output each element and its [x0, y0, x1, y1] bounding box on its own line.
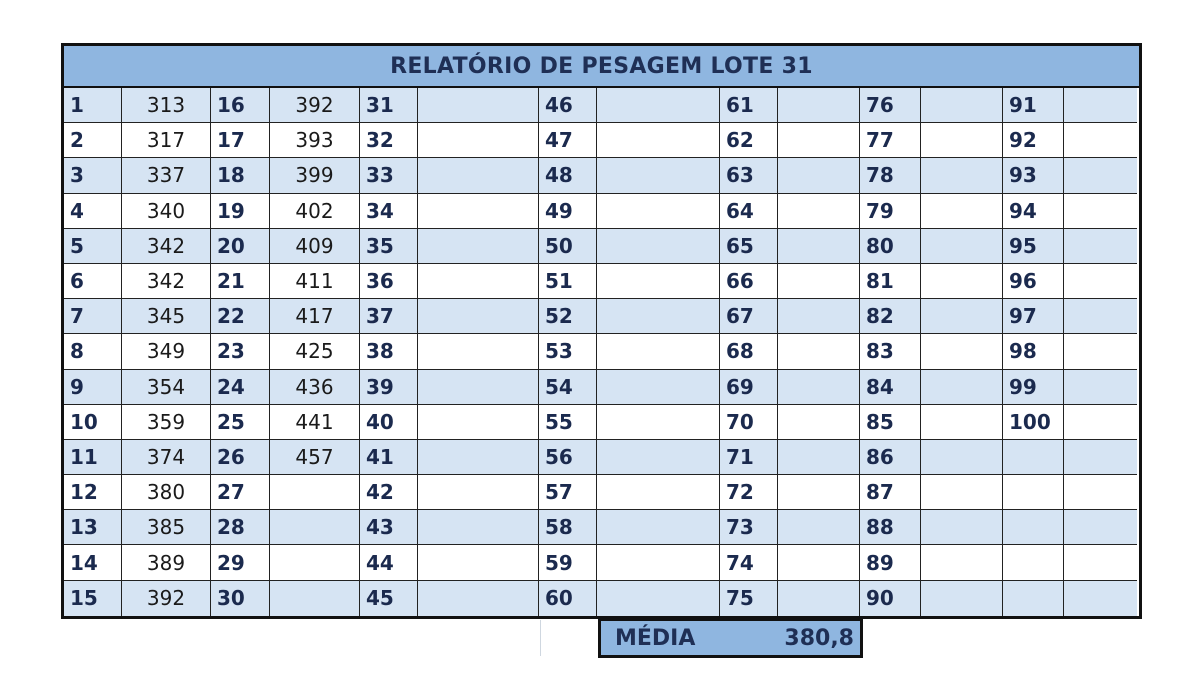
item-number-cell: 18 — [211, 158, 270, 193]
divider-line — [540, 620, 541, 656]
item-number-cell: 81 — [860, 264, 921, 299]
item-weight-cell — [418, 194, 539, 229]
item-number-cell: 93 — [1003, 158, 1064, 193]
item-number-cell: 38 — [360, 334, 418, 369]
item-number-cell — [1003, 440, 1064, 475]
item-number-cell: 77 — [860, 123, 921, 158]
item-weight-cell — [1064, 370, 1137, 405]
item-number-cell: 9 — [64, 370, 122, 405]
item-number-cell: 100 — [1003, 405, 1064, 440]
item-number-cell — [1003, 581, 1064, 616]
item-weight-cell — [778, 123, 860, 158]
item-number-cell: 24 — [211, 370, 270, 405]
item-weight-cell: 317 — [122, 123, 211, 158]
item-weight-cell — [921, 158, 1003, 193]
item-weight-cell — [418, 510, 539, 545]
item-number-cell: 1 — [64, 88, 122, 123]
item-weight-cell: 409 — [270, 229, 360, 264]
item-number-cell: 63 — [720, 158, 778, 193]
item-number-cell: 56 — [539, 440, 597, 475]
item-number-cell: 19 — [211, 194, 270, 229]
item-weight-cell: 359 — [122, 405, 211, 440]
item-weight-cell — [418, 475, 539, 510]
item-weight-cell: 441 — [270, 405, 360, 440]
item-weight-cell — [1064, 510, 1137, 545]
item-number-cell: 23 — [211, 334, 270, 369]
item-weight-cell — [778, 440, 860, 475]
report-title: RELATÓRIO DE PESAGEM LOTE 31 — [64, 46, 1139, 88]
item-number-cell: 92 — [1003, 123, 1064, 158]
item-number-cell: 87 — [860, 475, 921, 510]
item-number-cell: 27 — [211, 475, 270, 510]
item-number-cell: 70 — [720, 405, 778, 440]
item-weight-cell: 389 — [122, 545, 211, 580]
item-number-cell: 88 — [860, 510, 921, 545]
item-weight-cell — [1064, 88, 1137, 123]
item-number-cell: 72 — [720, 475, 778, 510]
item-number-cell: 96 — [1003, 264, 1064, 299]
item-weight-cell — [778, 158, 860, 193]
item-number-cell: 59 — [539, 545, 597, 580]
item-number-cell: 2 — [64, 123, 122, 158]
item-weight-cell — [597, 123, 720, 158]
item-number-cell: 30 — [211, 581, 270, 616]
item-weight-cell — [597, 264, 720, 299]
item-weight-cell — [418, 405, 539, 440]
item-number-cell: 73 — [720, 510, 778, 545]
item-weight-cell — [921, 334, 1003, 369]
item-number-cell: 50 — [539, 229, 597, 264]
item-number-cell: 49 — [539, 194, 597, 229]
item-weight-cell — [921, 88, 1003, 123]
item-number-cell: 61 — [720, 88, 778, 123]
item-number-cell: 5 — [64, 229, 122, 264]
item-number-cell: 94 — [1003, 194, 1064, 229]
item-weight-cell — [597, 299, 720, 334]
item-weight-cell — [921, 405, 1003, 440]
item-weight-cell — [597, 440, 720, 475]
item-number-cell: 12 — [64, 475, 122, 510]
item-number-cell: 71 — [720, 440, 778, 475]
item-number-cell: 8 — [64, 334, 122, 369]
average-label: MÉDIA — [615, 625, 696, 651]
item-weight-cell: 402 — [270, 194, 360, 229]
item-weight-cell — [921, 545, 1003, 580]
item-number-cell: 99 — [1003, 370, 1064, 405]
item-weight-cell — [418, 88, 539, 123]
item-weight-cell — [778, 545, 860, 580]
item-weight-cell: 425 — [270, 334, 360, 369]
item-number-cell: 58 — [539, 510, 597, 545]
item-weight-cell — [1064, 299, 1137, 334]
item-number-cell: 82 — [860, 299, 921, 334]
item-number-cell: 62 — [720, 123, 778, 158]
item-weight-cell: 342 — [122, 229, 211, 264]
item-weight-cell — [418, 581, 539, 616]
item-number-cell: 76 — [860, 88, 921, 123]
item-weight-cell — [921, 510, 1003, 545]
item-number-cell: 65 — [720, 229, 778, 264]
item-weight-cell — [778, 334, 860, 369]
item-weight-cell — [597, 88, 720, 123]
item-weight-cell: 380 — [122, 475, 211, 510]
item-number-cell: 28 — [211, 510, 270, 545]
item-weight-cell — [597, 158, 720, 193]
item-number-cell: 17 — [211, 123, 270, 158]
item-number-cell: 64 — [720, 194, 778, 229]
item-number-cell — [1003, 510, 1064, 545]
item-weight-cell — [921, 581, 1003, 616]
item-weight-cell — [778, 194, 860, 229]
item-weight-cell: 313 — [122, 88, 211, 123]
item-weight-cell: 392 — [270, 88, 360, 123]
item-weight-cell — [597, 194, 720, 229]
item-number-cell — [1003, 475, 1064, 510]
item-number-cell: 89 — [860, 545, 921, 580]
item-weight-cell — [778, 581, 860, 616]
average-value: 380,8 — [784, 625, 854, 651]
item-weight-cell — [921, 229, 1003, 264]
item-weight-cell: 411 — [270, 264, 360, 299]
item-weight-cell — [1064, 229, 1137, 264]
item-weight-cell — [1064, 334, 1137, 369]
item-number-cell — [1003, 545, 1064, 580]
item-number-cell: 26 — [211, 440, 270, 475]
item-number-cell: 39 — [360, 370, 418, 405]
item-weight-cell — [1064, 545, 1137, 580]
item-number-cell: 46 — [539, 88, 597, 123]
item-number-cell: 3 — [64, 158, 122, 193]
item-weight-cell — [418, 158, 539, 193]
item-number-cell: 90 — [860, 581, 921, 616]
item-weight-cell — [597, 229, 720, 264]
item-weight-cell — [778, 88, 860, 123]
item-number-cell: 98 — [1003, 334, 1064, 369]
item-number-cell: 14 — [64, 545, 122, 580]
item-number-cell: 42 — [360, 475, 418, 510]
item-number-cell: 67 — [720, 299, 778, 334]
item-weight-cell: 345 — [122, 299, 211, 334]
item-number-cell: 13 — [64, 510, 122, 545]
item-weight-cell — [1064, 264, 1137, 299]
weighing-grid — [64, 88, 1139, 616]
item-weight-cell: 457 — [270, 440, 360, 475]
item-number-cell: 80 — [860, 229, 921, 264]
item-number-cell: 35 — [360, 229, 418, 264]
item-weight-cell — [418, 440, 539, 475]
item-weight-cell — [921, 123, 1003, 158]
item-weight-cell — [778, 510, 860, 545]
item-weight-cell — [778, 229, 860, 264]
item-number-cell: 34 — [360, 194, 418, 229]
item-weight-cell — [418, 299, 539, 334]
item-weight-cell — [1064, 581, 1137, 616]
item-number-cell: 84 — [860, 370, 921, 405]
item-number-cell: 47 — [539, 123, 597, 158]
item-number-cell: 68 — [720, 334, 778, 369]
item-weight-cell — [597, 370, 720, 405]
item-number-cell: 55 — [539, 405, 597, 440]
item-number-cell: 85 — [860, 405, 921, 440]
item-weight-cell — [270, 475, 360, 510]
item-number-cell: 43 — [360, 510, 418, 545]
item-weight-cell — [597, 581, 720, 616]
item-weight-cell — [778, 405, 860, 440]
item-number-cell: 53 — [539, 334, 597, 369]
item-weight-cell — [1064, 440, 1137, 475]
item-number-cell: 60 — [539, 581, 597, 616]
item-weight-cell — [270, 581, 360, 616]
item-number-cell: 25 — [211, 405, 270, 440]
average-box — [598, 618, 863, 658]
item-number-cell: 41 — [360, 440, 418, 475]
item-weight-cell — [921, 440, 1003, 475]
item-number-cell: 31 — [360, 88, 418, 123]
item-weight-cell — [418, 264, 539, 299]
item-weight-cell — [418, 370, 539, 405]
item-weight-cell — [1064, 194, 1137, 229]
item-number-cell: 95 — [1003, 229, 1064, 264]
item-number-cell: 11 — [64, 440, 122, 475]
item-number-cell: 86 — [860, 440, 921, 475]
item-number-cell: 22 — [211, 299, 270, 334]
item-weight-cell: 393 — [270, 123, 360, 158]
item-weight-cell — [418, 229, 539, 264]
item-weight-cell — [921, 475, 1003, 510]
item-number-cell: 36 — [360, 264, 418, 299]
item-number-cell: 29 — [211, 545, 270, 580]
item-number-cell: 44 — [360, 545, 418, 580]
item-weight-cell — [1064, 123, 1137, 158]
item-number-cell: 10 — [64, 405, 122, 440]
item-weight-cell — [597, 475, 720, 510]
item-number-cell: 32 — [360, 123, 418, 158]
item-weight-cell: 342 — [122, 264, 211, 299]
item-number-cell: 97 — [1003, 299, 1064, 334]
item-weight-cell: 392 — [122, 581, 211, 616]
item-number-cell: 57 — [539, 475, 597, 510]
item-weight-cell — [921, 264, 1003, 299]
item-number-cell: 48 — [539, 158, 597, 193]
item-weight-cell: 340 — [122, 194, 211, 229]
item-weight-cell: 385 — [122, 510, 211, 545]
item-weight-cell: 354 — [122, 370, 211, 405]
item-number-cell: 91 — [1003, 88, 1064, 123]
item-weight-cell — [1064, 475, 1137, 510]
item-weight-cell: 374 — [122, 440, 211, 475]
item-number-cell: 40 — [360, 405, 418, 440]
item-weight-cell — [778, 370, 860, 405]
item-weight-cell: 337 — [122, 158, 211, 193]
item-weight-cell — [778, 299, 860, 334]
item-weight-cell — [418, 123, 539, 158]
item-weight-cell — [270, 545, 360, 580]
item-weight-cell — [270, 510, 360, 545]
item-number-cell: 79 — [860, 194, 921, 229]
item-number-cell: 33 — [360, 158, 418, 193]
item-number-cell: 83 — [860, 334, 921, 369]
item-weight-cell: 399 — [270, 158, 360, 193]
item-weight-cell — [418, 545, 539, 580]
item-number-cell: 7 — [64, 299, 122, 334]
item-number-cell: 45 — [360, 581, 418, 616]
item-number-cell: 6 — [64, 264, 122, 299]
item-number-cell: 66 — [720, 264, 778, 299]
item-number-cell: 15 — [64, 581, 122, 616]
item-number-cell: 37 — [360, 299, 418, 334]
item-weight-cell: 436 — [270, 370, 360, 405]
item-weight-cell — [597, 545, 720, 580]
item-number-cell: 69 — [720, 370, 778, 405]
item-number-cell: 75 — [720, 581, 778, 616]
item-weight-cell: 417 — [270, 299, 360, 334]
item-weight-cell — [921, 299, 1003, 334]
item-number-cell: 54 — [539, 370, 597, 405]
item-number-cell: 52 — [539, 299, 597, 334]
item-number-cell: 16 — [211, 88, 270, 123]
item-number-cell: 51 — [539, 264, 597, 299]
item-number-cell: 4 — [64, 194, 122, 229]
weighing-report — [61, 43, 1142, 619]
item-weight-cell — [597, 405, 720, 440]
item-weight-cell — [921, 370, 1003, 405]
item-weight-cell — [597, 510, 720, 545]
item-weight-cell — [418, 334, 539, 369]
item-weight-cell — [921, 194, 1003, 229]
item-number-cell: 21 — [211, 264, 270, 299]
item-weight-cell — [778, 475, 860, 510]
item-weight-cell: 349 — [122, 334, 211, 369]
item-weight-cell — [1064, 405, 1137, 440]
item-weight-cell — [1064, 158, 1137, 193]
item-number-cell: 74 — [720, 545, 778, 580]
item-number-cell: 20 — [211, 229, 270, 264]
item-number-cell: 78 — [860, 158, 921, 193]
item-weight-cell — [778, 264, 860, 299]
item-weight-cell — [597, 334, 720, 369]
